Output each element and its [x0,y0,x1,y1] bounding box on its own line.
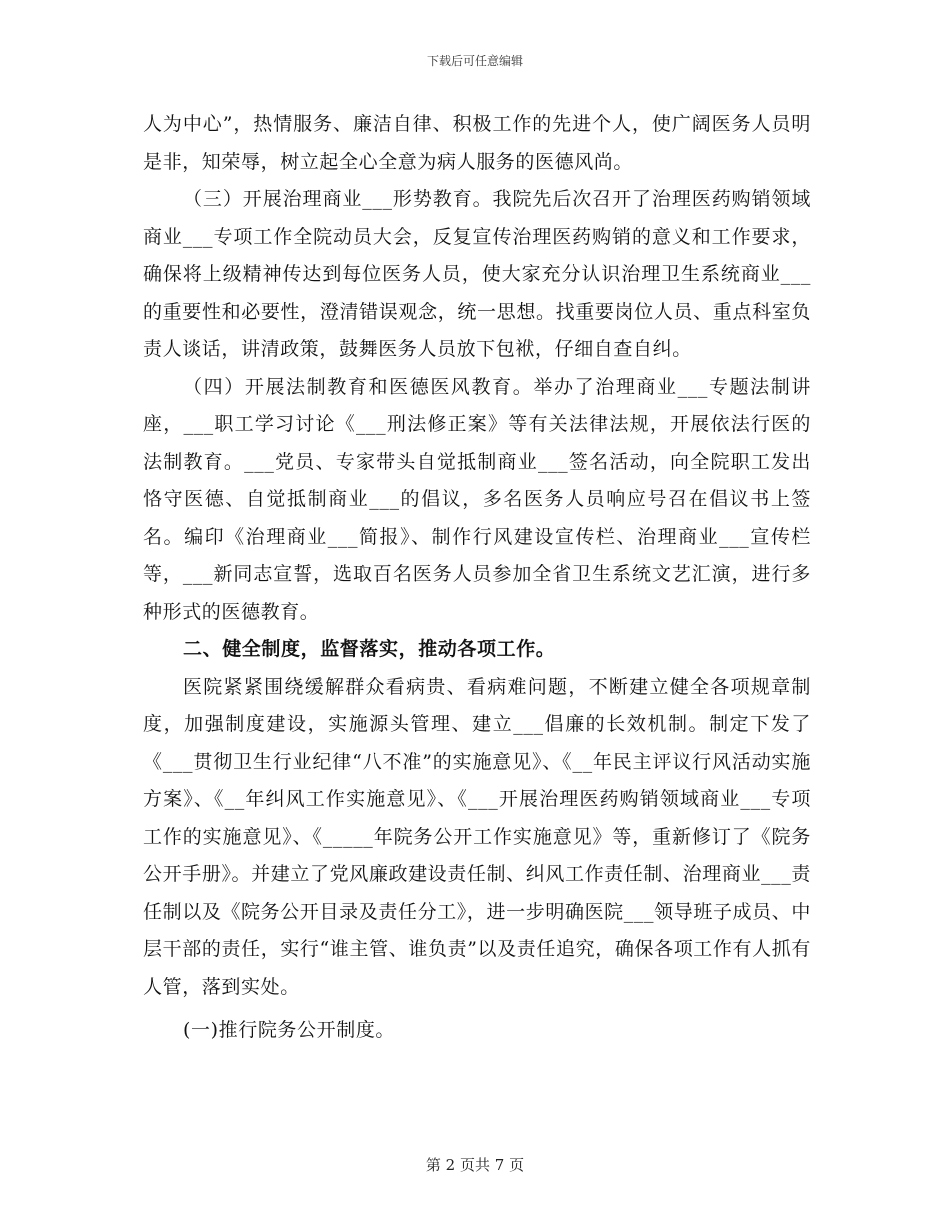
section-heading-2: 二、健全制度，监督落实，推动各项工作。 [183,638,556,660]
page-number: 第 2 页共 7 页 [425,1156,525,1174]
document-body [143,106,811,1050]
page-header: 下载后可任意编辑 [426,54,523,68]
paragraph-section-3: （三）开展治理商业___形势教育。我院先后次召开了治理医药购销领域商业___专项工作全院动员大会，反复宣传治理医药购销的意义和工作要求，确保将上级精神传达到每位医务人员，使大家充分认识治理卫生系统商业___的重要性和必要性，澄清错误观念，统一思想。找重要岗位人员、重点科室负责人谈话，讲清政策，鼓舞医务人员放下包袱，仔细自查自纠。 [143,188,811,360]
paragraph-regulations: 医院紧紧围绕缓解群众看病贵、看病难问题，不断建立健全各项规章制度，加强制度建设，实施源头管理、建立___倡廉的长效机制。制定下发了《___贯彻卫生行业纪律“八不准”的实施意见》、《__年民主评议行风活动实施方案》、《__年纠风工作实施意见》、《___开展治理医药购销领域商业___专项工作的实施意见》、《_____年院务公开工作实施意见》等，重新修订了《院务公开手册》。并建立了党风廉政建设责任制、纠风工作责任制、治理商业___责任制以及《院务公开目录及责任分工》，进一步明确医院___领导班子成员、中层干部的责任，实行“谁主管、谁负责”以及责任追究，确保各项工作有人抓有人管，落到实处。 [143,675,811,998]
subsection-heading-1: (一)推行院务公开制度。 [183,1019,396,1041]
paragraph-section-4: （四）开展法制教育和医德医风教育。举办了治理商业___专题法制讲座，___职工学习讨论《___刑法修正案》等有关法律法规，开展依法行医的法制教育。___党员、专家带头自觉抵制商业___签名活动，向全院职工发出恪守医德、自觉抵制商业___的倡议，多名医务人员响应号召在倡议书上签名。编印《治理商业___简报》、制作行风建设宣传栏、治理商业___宣传栏等，___新同志宣誓，选取百名医务人员参加全省卫生系统文艺汇演，进行多种形式的医德教育。 [143,375,811,623]
paragraph-continuation: 人为中心”，热情服务、廉洁自律、积极工作的先进个人，使广阔医务人员明是非，知荣辱，树立起全心全意为病人服务的医德风尚。 [143,113,811,173]
